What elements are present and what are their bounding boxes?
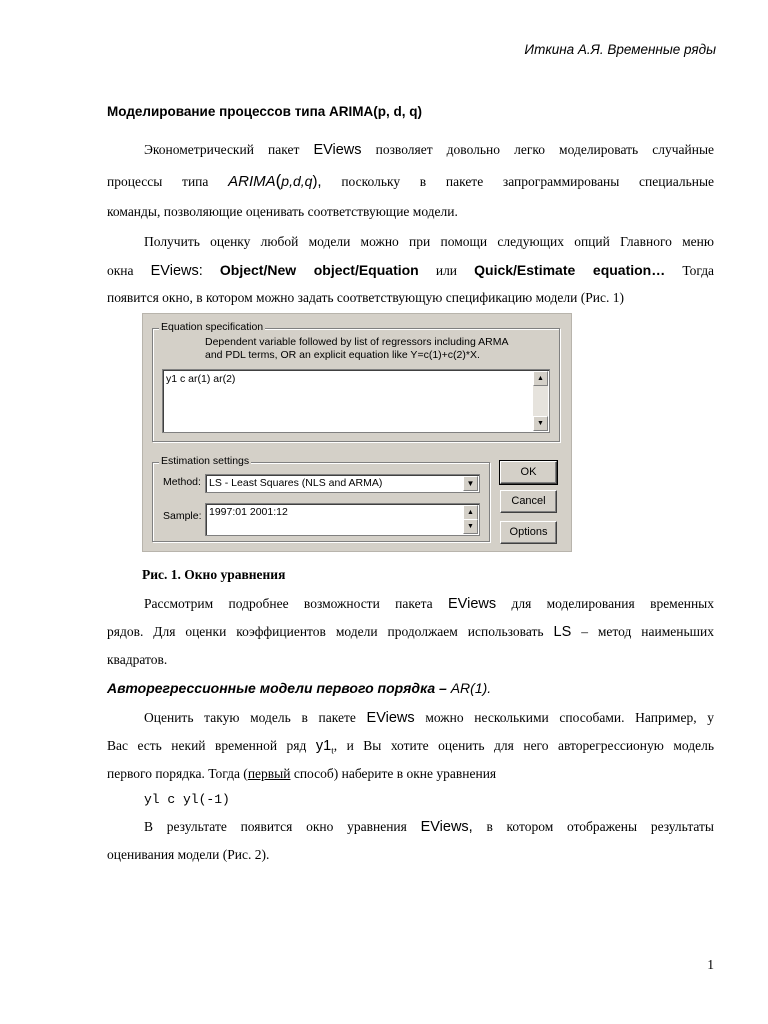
paragraph-line: Вас есть некий временной ряд $y1_t$, и Вы хотите оценить для него авторегрессионую модель — [107, 738, 714, 756]
paragraph-line: рядов. Для оценки коэффициентов модели продолжаем использовать LS – метод наименьших — [107, 624, 714, 640]
hint-line: Dependent variable followed by list of regressors including ARMA — [205, 336, 509, 348]
paragraph-line: Оценить такую модель в пакете EViews можно несколькими способами. Например, у — [144, 710, 714, 726]
paragraph-line: окна EViews: Object/New object/Equation или Quick/Estimate equation… Тогда — [107, 262, 714, 279]
ok-button[interactable]: OK — [500, 461, 557, 484]
estimation-settings-title: Estimation settings — [161, 455, 250, 467]
cancel-button[interactable]: Cancel — [500, 490, 557, 513]
paragraph-line: команды, позволяющие оценивать соответствующие модели. — [107, 204, 458, 219]
equation-spec-group — [152, 321, 560, 442]
figure-caption: Рис. 1. Окно уравнения — [142, 567, 286, 582]
method-label: Method: — [163, 476, 201, 488]
method-value: LS - Least Squares (NLS and ARMA) — [209, 477, 383, 489]
paragraph-line: оценивания модели (Рис. 2). — [107, 847, 270, 862]
paragraph-results — [107, 813, 714, 869]
paragraph-intro — [107, 136, 714, 226]
scroll-down-icon[interactable]: ▼ — [533, 416, 548, 431]
sample-text: 1997:01 2001:12 — [209, 506, 288, 518]
estimation-settings-group — [152, 455, 490, 542]
section-title: Моделирование процессов типа ARIMA(p, d, q) — [107, 104, 422, 119]
running-header: Иткина А.Я. Временные ряды — [524, 42, 716, 57]
equation-input[interactable] — [162, 369, 550, 433]
paragraph-capabilities — [107, 590, 714, 674]
code-example: yl c yl(-1) — [144, 792, 230, 807]
paragraph-line: Эконометрический пакет EViews позволяет довольно легко моделировать случайные — [144, 142, 714, 158]
equation-scrollbar[interactable] — [533, 371, 548, 431]
equation-dialog — [142, 313, 572, 552]
paragraph-line: первого порядка. Тогда (первый способ) наберите в окне уравнения — [107, 766, 497, 781]
paragraph-ar1 — [107, 704, 714, 788]
paragraph-line: квадратов. — [107, 652, 168, 667]
hint-line: and PDL terms, OR an explicit equation like Y=c(1)+c(2)*X. — [205, 349, 480, 361]
paragraph-line: Получить оценку любой модели можно при помощи следующих опций Главного меню — [144, 234, 714, 249]
page-number: 1 — [707, 957, 714, 972]
paragraph-line: появится окно, в котором можно задать соответствующую спецификацию модели (Рис. 1) — [107, 290, 624, 305]
subsection-title: Авторегрессионные модели первого порядка – AR(1). — [107, 680, 492, 696]
options-button[interactable]: Options — [500, 521, 557, 544]
sample-input[interactable] — [205, 503, 480, 536]
scroll-up-icon[interactable]: ▲ — [533, 371, 548, 386]
paragraph-line: В результате появится окно уравнения EViews, в котором отображены результаты — [144, 819, 714, 835]
scroll-down-icon[interactable]: ▼ — [463, 519, 478, 534]
method-select[interactable] — [205, 474, 480, 493]
equation-hint — [205, 336, 509, 362]
paragraph-line: Рассмотрим подробнее возможности пакета EViews для моделирования временных — [144, 596, 714, 612]
scroll-up-icon[interactable]: ▲ — [463, 505, 478, 520]
equation-text: y1 c ar(1) ar(2) — [166, 373, 236, 385]
sample-scrollbar[interactable] — [463, 505, 478, 534]
dropdown-arrow-icon[interactable]: ▼ — [463, 476, 478, 491]
sample-label: Sample: — [163, 510, 202, 522]
paragraph-line: процессы типа ARIMA(p,d,q), поскольку в пакете запрограммированы специальные — [107, 171, 714, 190]
paragraph-menu-options — [107, 228, 714, 312]
equation-spec-title: Equation specification — [161, 321, 264, 333]
